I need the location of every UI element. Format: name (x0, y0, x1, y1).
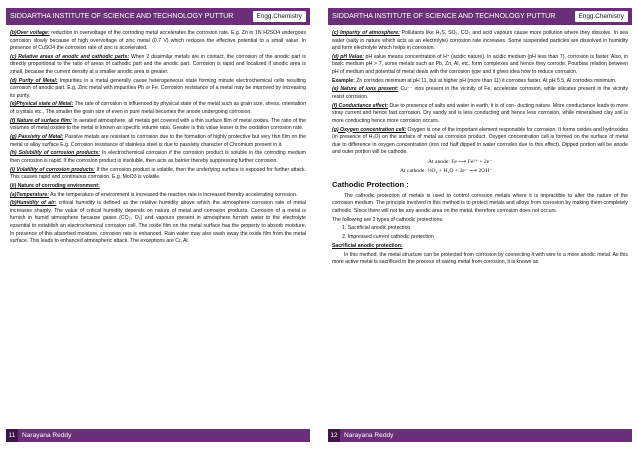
paragraph-heading: (c) Impurity of atmosphere: (332, 30, 400, 36)
paragraph (10, 101, 306, 116)
paragraph-text: In aerated atmosphere, all metals get covered with a thin surface film of metal oxides. The ratio of the volumes of metal oxides to the metal is known as specific volume ratio. Greater is this value lesser is the oxidation corrosion rate. (10, 117, 306, 132)
paragraph-heading: Example: (332, 77, 355, 84)
paragraph (332, 103, 628, 126)
paragraph-text: Zn corrodes minimum at pH 11, but at higher pH (more than 11) it corrodes faster. At pH 5.5, Al corrodes minimum. (354, 77, 617, 84)
author-name: Narayana Reddy (22, 432, 72, 439)
section-text: The cathodic protection of metals is used to control corrosion metals where it is impractible to alter the nature of the corrosion medium. The principle involved in this method is to protect metals and alloys from corrosion by making them completely cathodic. Since there will not be any anodic area on the metal, therefore corrosion does not occurs. (332, 192, 628, 214)
paragraph (10, 30, 306, 53)
factor-paragraphs (332, 30, 628, 157)
page-11 (6, 8, 310, 444)
paragraph-heading: (h) Solubility of corrosion products: (10, 150, 100, 157)
paragraph-heading: (a)Temperature: (10, 191, 49, 198)
page-header (328, 8, 632, 25)
paragraph-text: If the corrosion product is volatile, then the underlying surface is exposed for further attack. This causes rapid and continuous corrosion. E.g. MoO3 is volatile. (10, 166, 307, 181)
paragraph (332, 30, 628, 53)
page-number: 11 (6, 429, 18, 442)
paragraph-heading: (ii) Nature of corroding environment: (10, 182, 100, 189)
paragraph-text: In electrochemical corrosion if the corrosion product is soluble in the corroding medium then corrosion is rapid. If the corrosion product is insoluble, then acts as barrier thereby suppressing further corrosion. (10, 150, 306, 164)
paragraph-text: Cu⁻⁻ ions present in the vicinity of Fe, accelerate corrosion, while silicates present in the vicinity resist corrosion. (332, 86, 629, 100)
paragraph-heading: (g) Oxygen concentration cell: (332, 126, 407, 133)
paragraph-text: As the temperature of environment is increased the reaction rate is increased thereby accelerating corrosion. (48, 191, 298, 198)
paragraph-text: Impurities in a metal generally cause heterogeneous state forming minute electrochemical cells resulting corrosion of anodic part. E.g. Zinc metal with impurities Pb or Fe. Corrosion resistance of a metal may be improved by increasing its purity. (10, 77, 306, 99)
paragraph (10, 150, 306, 165)
page-body (10, 30, 306, 247)
paragraph-text: Oxygen is one of the important element responsible for corrosion. It forms oxides and hydroxides (in presence of H₂O) on the surface of metal as corrosion product. Oxygen concentration cell is formed on the surface of metal due to difference in oxygen concentration (iron rod half dipped in water corrodes due to this effect). Dipped portion will be anode and outer portion will be cathode. (332, 126, 628, 156)
paragraph-text: Pollutants like H₂S, SO₂, CO₂ and acid vapours cause more pollution where they dissolve. In sea water (salty in nature which acts as an electrolyte) corrosion rate increases. Some suspended particles are dissolved in humidity and form electrolyte which helps in corrosion. (332, 30, 628, 52)
paragraph-text: The rate of corrosion is influenced by physical state of the metal such as grain size, stress, orientation of crystals etc., The smaller the grain size of even in pure metal becomes the anode undergoing corrosion. (10, 101, 306, 116)
type-item-1: 1. Sacrificial anodic protection (342, 225, 411, 232)
paragraph-text: When 2 dissimilar metals are in contact, the corrosion of the anodic part is directly proportional to the ratio of areas of cathodic part and the anodic part. Corrosion is rapid and localized if anodic area is small, because the current density at a smaller anodic area is greater. (10, 53, 306, 75)
paragraph-heading: (e)Physical state of Metal: (10, 101, 74, 108)
paragraph-heading: (d) Purity of Metal: (10, 77, 58, 84)
paragraph-text: Due to presence of salts and water in earth, it is of con- ducting nature. More conductance leads to more stray current and hence fast corrosion. Dry sandy soil is less conducting and hence less corrosion, while mineralised clay soil is more conducting hence more corrosion occurs. (332, 102, 628, 124)
subject-badge: Engg.Chemistry (253, 11, 306, 22)
paragraph-text: reduction in overvoltage of the corroding metal accelerates the corrosion rate. E.g. Zn in 1N H2SO4 undergoes corrosion slowly because of high overvoltage of zinc metal (0.7 V) which reduces the effective potential to a small value. In presence of CuSO4 the corrosion rate of zinc is accelerated. (10, 30, 306, 52)
page-footer (6, 429, 310, 442)
types-intro: The following are 2 types of cathodic protections. (332, 216, 444, 223)
paragraph (10, 167, 306, 182)
paragraph-heading: (e) Nature of ions present: (332, 86, 399, 93)
paragraph-text: critical humidity is defined as the relative humidity above which the atmosphere corrosion rate of metal increases sharply. The value of critical humidity depends on nature of metal and corrosion products. Corrosion of a metal is furnish in humid atmosphere because gases (CO₂, O₂) and vapours present in atmosphere furnish water to the electrolyte essential to establish an electrochemical corrosion cell. The oxide film on the metal surface has the property to absorb moisture. In presence of this absorbed moisture, corrosion rate is enhanced. Rain water may also wash away the oxide film from the metal surface. This leads to enhanced atmospheric attack. The exceptions are Cr, Al. (10, 200, 306, 245)
paragraph-heading: (b)Humidity of air: (10, 200, 57, 207)
paragraph (10, 200, 306, 245)
page-body (332, 30, 628, 268)
paragraph-text: Passive metals are resistant to corrosion due to the formation of highly protective but very thin film on the metal or alloy surface E.g. Corrosion resistance of stainless steel is due to passivity character of Chromium present in it. (10, 134, 306, 148)
page-12 (328, 8, 632, 444)
institute-title: SIDDARTHA INSTITUTE OF SCIENCE AND TECHNOLOGY PUTTUR (10, 11, 234, 20)
paragraph-heading: (c) Relative areas of anodic and cathodic parts: (10, 53, 130, 60)
paragraph-heading: (i) Volatility of corrosion products: (10, 166, 95, 173)
paragraph (10, 192, 306, 200)
paragraph (332, 127, 628, 157)
paragraph-heading: (b)Over voltage: (10, 30, 50, 36)
paragraph (332, 54, 628, 77)
subject-badge: Engg.Chemistry (575, 11, 628, 22)
page-footer (328, 429, 632, 442)
paragraph (332, 86, 628, 101)
paragraph (332, 78, 628, 86)
subheading: Sacrificial anodic protection: (332, 242, 403, 249)
page-number: 12 (328, 429, 340, 442)
sub-text: In this method, the metal structure can be protected from corrosion by connecting it with wire to a more anodic metal. As this more active metal is sacrificed in the process of saving metal from corrosion, it is known as (332, 251, 628, 266)
page-header (6, 8, 310, 25)
type-item-2: 2. Impressed current cathodic protection (342, 234, 434, 241)
paragraph-heading: (f) Nature of surface film: (10, 117, 72, 124)
paragraph (10, 134, 306, 149)
paragraph-heading: (d) pH Value: (332, 53, 364, 60)
author-name: Narayana Reddy (344, 432, 394, 439)
section-title: Cathodic Protection : (332, 179, 409, 189)
paragraph (10, 183, 306, 191)
institute-title: SIDDARTHA INSTITUTE OF SCIENCE AND TECHNOLOGY PUTTUR (332, 11, 556, 20)
paragraph (10, 78, 306, 101)
paragraph-heading: (g) Passivity of Metal: (10, 134, 64, 141)
paragraph-heading: (f) Conductance effect: (332, 102, 388, 109)
paragraph (10, 54, 306, 77)
cathode-equation: At cathode: ½O₂ + H₂O + 2e⁻ ⟶ 2OH⁻ (400, 167, 493, 174)
paragraph (10, 118, 306, 133)
equations (332, 158, 628, 176)
anode-equation: At anode: Fe ⟶ Fe²⁺ + 2e⁻ (428, 158, 493, 165)
paragraph-text: pH value means concentration of H⁺ (acidic nature). In acidic medium (pH less than 7), corrosion is faster. Also, in basic medium pH > 7, some metals such as Pb, Zn, Al, etc. form complexes and hence they corrode. Pourbiax relation between pH of medium and potential of metal deals with the corrosion type and it gives idea how to reduce corrosion. (332, 53, 628, 75)
